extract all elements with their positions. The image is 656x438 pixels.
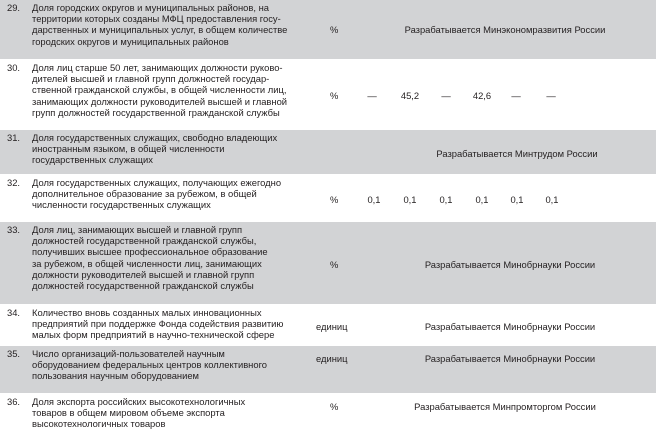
table-row	[0, 175, 656, 222]
value-cell: 0,1	[367, 194, 381, 205]
indicator-description: Доля государственных служащих, свободно владеющих иностранным языком, в общей численности государственных служащих	[32, 132, 278, 166]
table-row	[0, 60, 656, 130]
value-cell: 0,1	[510, 194, 524, 205]
value-cell: —	[546, 90, 556, 101]
responsible-note: Разрабатывается Минобрнауки России	[424, 321, 596, 332]
indicator-description: Доля городских округов и муниципальных районов, на территории которых созданы МФЦ предоставления госу- дарственных и муниципальных услуг, в общем количестве городских округов и муниципальных районов	[32, 2, 288, 47]
table-row	[0, 0, 656, 60]
unit-cell: %	[330, 90, 339, 101]
row-number: 30.	[7, 62, 21, 73]
value-cell: 0,1	[475, 194, 489, 205]
unit-cell: %	[330, 259, 339, 270]
table-row	[0, 130, 656, 175]
value-cell: 0,1	[545, 194, 559, 205]
unit-cell: %	[330, 194, 339, 205]
row-number: 33.	[7, 224, 21, 235]
value-cell: 0,1	[439, 194, 453, 205]
unit-cell: %	[330, 24, 339, 35]
indicator-description: Доля лиц, занимающих высшей и главной групп должностей государственной гражданской службы, получивших высшее профессиональное образование за рубежом, в общей численности лиц, занимающих должности руководителей высшей и главной групп должностей государственной гражданской службы	[32, 224, 268, 292]
row-number: 36.	[7, 396, 21, 407]
unit-cell: %	[330, 401, 339, 412]
responsible-note: Разрабатывается Минтрудом России	[436, 148, 598, 159]
row-number: 31.	[7, 132, 21, 143]
row-number: 32.	[7, 177, 21, 188]
table-row	[0, 394, 656, 438]
indicator-description: Доля государственных служащих, получающих ежегодно дополнительное образование за рубежом, в общей численности государственных служащих	[32, 177, 282, 211]
value-cell: 0,1	[403, 194, 417, 205]
table-row	[0, 305, 656, 346]
responsible-note: Разрабатывается Минобрнауки России	[424, 353, 596, 364]
responsible-note: Разрабатывается Минобрнауки России	[424, 259, 596, 270]
row-number: 29.	[7, 2, 21, 13]
value-cell: 45,2	[400, 90, 420, 101]
indicator-description: Число организаций-пользователей научным оборудованием федеральных центров коллективного пользования научным оборудованием	[32, 348, 267, 382]
responsible-note: Разрабатывается Минпромторгом России	[414, 401, 596, 412]
table-row	[0, 346, 656, 394]
value-cell: —	[511, 90, 521, 101]
value-cell: 42,6	[472, 90, 492, 101]
unit-cell: единиц	[316, 321, 348, 332]
indicator-description: Количество вновь созданных малых инновационных предприятий при поддержке Фонда содействия развитию малых форм предприятий в научно-технической сфере	[32, 307, 284, 341]
unit-cell: единиц	[316, 353, 348, 364]
table-row	[0, 222, 656, 305]
row-number: 35.	[7, 348, 21, 359]
indicator-description: Доля экспорта российских высокотехнологичных товаров в общем мировом объеме экспорта высокотехнологичных товаров	[32, 396, 246, 430]
responsible-note: Разрабатывается Минэкономразвития России	[404, 24, 606, 35]
value-cell: —	[367, 90, 377, 101]
row-number: 34.	[7, 307, 21, 318]
indicator-description: Доля лиц старше 50 лет, занимающих должности руково- дителей высшей и главной групп должностей государ- ственной гражданской службы, в общей численности лиц, занимающих должности руководителей высшей и главной групп должностей государственной гражданской службы	[32, 62, 288, 118]
value-cell: —	[441, 90, 451, 101]
